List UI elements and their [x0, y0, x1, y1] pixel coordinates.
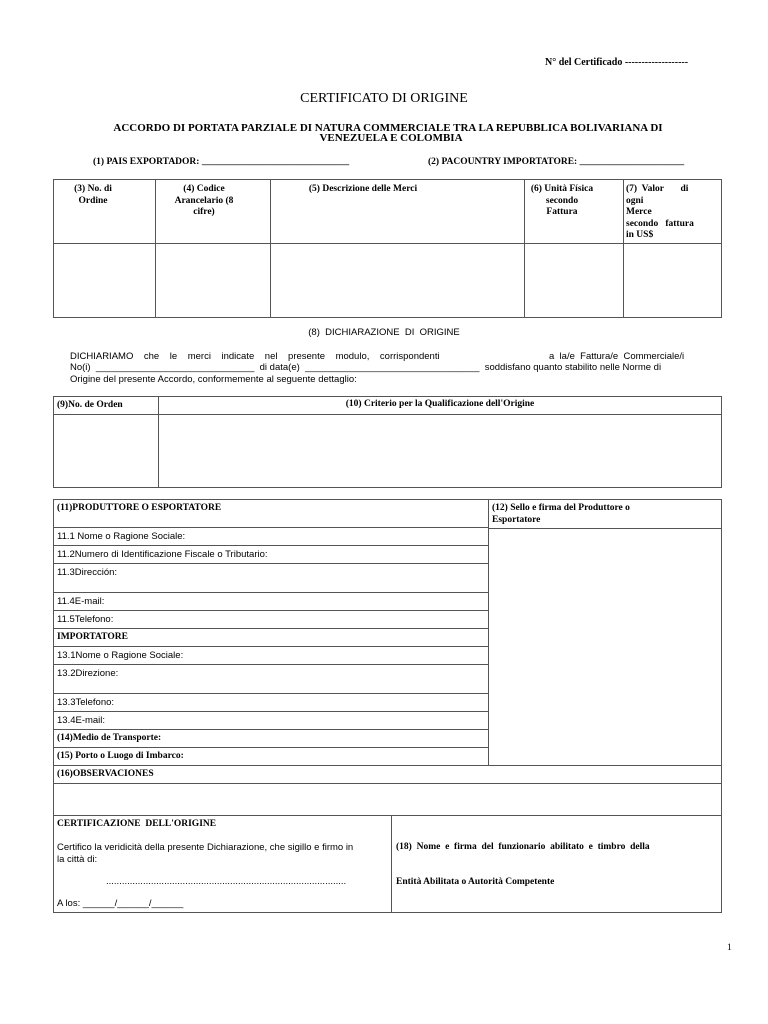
- col-value-header: (7) Valor di ogni Merce secondo fattura in US$: [626, 184, 694, 240]
- producer-email-field[interactable]: 11.4E-mail:: [57, 596, 105, 607]
- page-number: 1: [727, 943, 732, 953]
- declaration-heading: (8) DICHIARAZIONE DI ORIGINE: [308, 327, 460, 338]
- certification-text: Certifico la veridicità della presente Dichiarazione, che sigillo e firmo in la città di:: [57, 842, 354, 865]
- importer-country-field[interactable]: (2) PACOUNTRY IMPORTATORE: ______________________: [428, 157, 685, 167]
- importer-name-field[interactable]: 13.1Nome o Ragione Sociale:: [57, 650, 184, 661]
- certification-date-field[interactable]: A los: ______/______/______: [57, 898, 184, 909]
- col-criteria-header: (10) Criterio per la Qualificazione dell'Origine: [345, 399, 535, 409]
- producer-name-field[interactable]: 11.1 Nome o Ragione Sociale:: [57, 531, 186, 542]
- importer-heading: IMPORTATORE: [57, 632, 128, 642]
- importer-email-field[interactable]: 13.4E-mail:: [57, 715, 106, 726]
- importer-phone-field[interactable]: 13.3Telefono:: [57, 697, 115, 708]
- city-signature-field[interactable]: ...........................................................................................: [106, 876, 347, 887]
- port-field[interactable]: (15) Porto o Luogo di Imbarco:: [57, 751, 184, 761]
- official-signature-label: (18) Nome e firma del funzionario abilitato e timbro della Entità Abilitata o Autorità Competente: [396, 842, 650, 887]
- agreement-title-line1: ACCORDO DI PORTATA PARZIALE DI NATURA COMMERCIALE TRA LA REPUBBLICA BOLIVARIANA DI: [113, 122, 663, 134]
- page-title: CERTIFICATO DI ORIGINE: [300, 91, 468, 106]
- declaration-line3: Origine del presente Accordo, conformemente al seguente dettaglio:: [70, 374, 357, 385]
- col-description-header: (5) Descrizione delle Merci: [308, 184, 418, 194]
- certificate-number-label: N° del Certificado -------------------: [545, 57, 689, 68]
- exporter-country-field[interactable]: (1) PAIS EXPORTADOR: _______________________________: [93, 157, 350, 167]
- declaration-invoice-field[interactable]: No(i) ______________________________ di data(e) _________________________________ soddisfano quanto stabilito nelle Norme di: [70, 362, 662, 373]
- declaration-line1-right: a la/e Fattura/e Commerciale/i: [549, 351, 685, 362]
- importer-address-field[interactable]: 13.2Direzione:: [57, 668, 119, 679]
- agreement-title-line2: VENEZUELA E COLOMBIA: [319, 132, 463, 144]
- col-tariff-code-header: (4) Codice Arancelario (8 cifre): [174, 184, 234, 217]
- producer-tax-id-field[interactable]: 11.2Numero di Identificazione Fiscale o Tributario:: [57, 549, 268, 560]
- producer-heading: (11)PRODUTTORE O ESPORTATORE: [57, 503, 222, 513]
- col-order-number-header: (3) No. di Ordine: [74, 184, 112, 206]
- transport-field[interactable]: (14)Medio de Transporte:: [57, 733, 162, 743]
- col-orden-header: (9)No. de Orden: [57, 400, 123, 410]
- declaration-line1-left: DICHIARIAMO che le merci indicate nel presente modulo, corrispondenti: [70, 351, 440, 362]
- goods-table: [53, 179, 722, 318]
- producer-address-field[interactable]: 11.3Dirección:: [57, 567, 118, 578]
- certification-heading: CERTIFICAZIONE DELL'ORIGINE: [57, 819, 217, 829]
- producer-seal-label: (12) Sello e firma del Produttore o Esportatore: [492, 503, 630, 525]
- observations-heading: (16)OBSERVACIONES: [57, 769, 154, 779]
- col-unit-header: (6) Unità Física secondo Fattura: [530, 184, 594, 217]
- producer-phone-field[interactable]: 11.5Telefono:: [57, 614, 114, 625]
